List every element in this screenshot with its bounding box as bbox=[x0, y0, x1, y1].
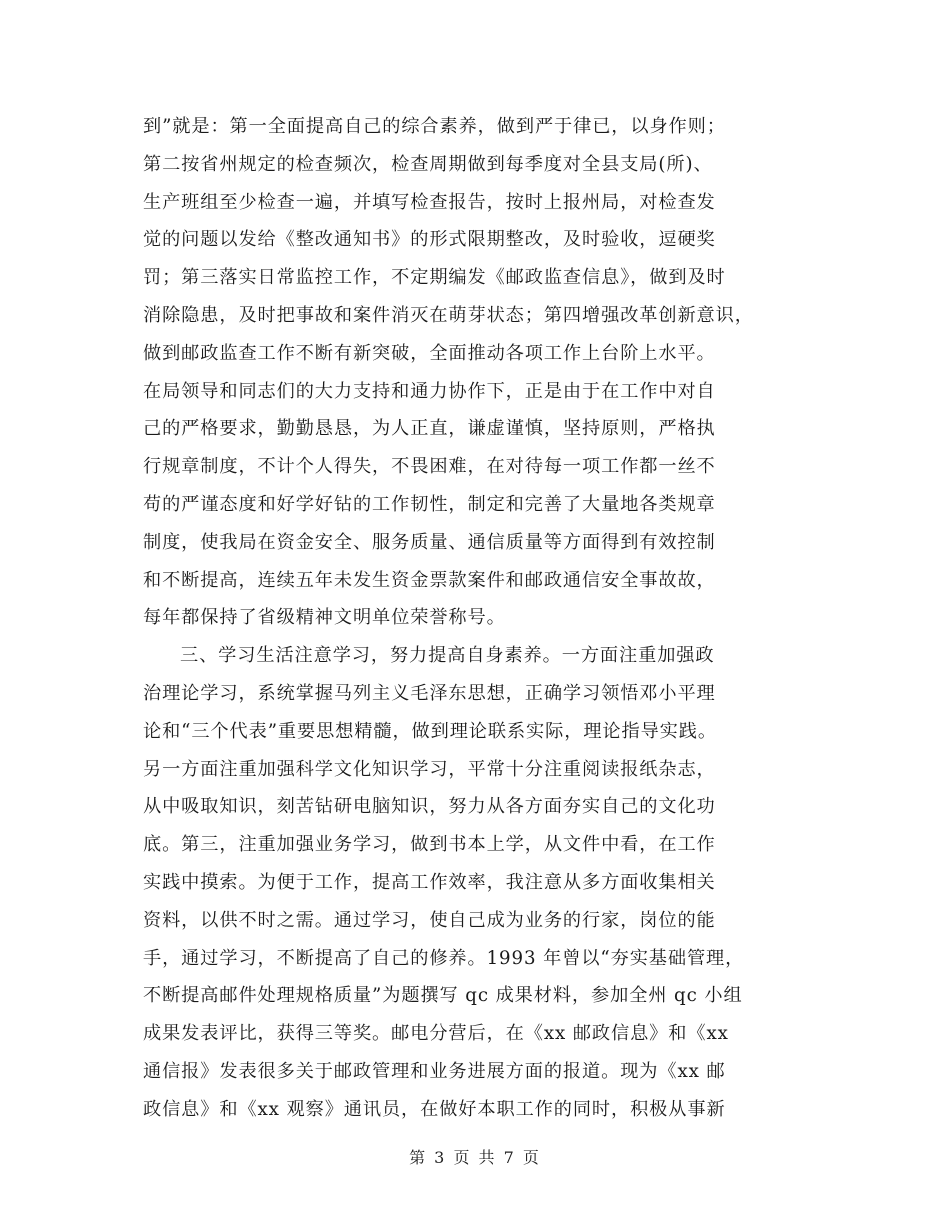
text-line: 罚；第三落实日常监控工作，不定期编发《邮政监查信息》，做到及时 bbox=[143, 267, 726, 289]
text-line: 底。第三，注重加强业务学习，做到书本上学，从文件中看，在工作 bbox=[143, 834, 716, 856]
text-line: 在局领导和同志们的大力支持和通力协作下，正是由于在工作中对自 bbox=[143, 380, 716, 402]
text-line: 治理论学习，系统掌握马列主义毛泽东思想，正确学习领悟邓小平理 bbox=[143, 682, 716, 704]
text-line: 另一方面注重加强科学文化知识学习，平常十分注重阅读报纸杂志， bbox=[143, 758, 716, 780]
text-line: 到”就是：第一全面提高自己的综合素养，做到严于律已，以身作则； bbox=[143, 116, 726, 137]
text-line: 制度，使我局在资金安全、服务质量、通信质量等方面得到有效控制 bbox=[143, 531, 716, 553]
text-line: 和不断提高，连续五年未发生资金票款案件和邮政通信安全事故故， bbox=[143, 569, 716, 591]
text-line: 从中吸取知识，刻苦钻研电脑知识，努力从各方面夯实自己的文化功 bbox=[143, 796, 716, 818]
text-line: 觉的问题以发给《整改通知书》的形式限期整改，及时验收，逗硬奖 bbox=[143, 229, 716, 251]
body-text bbox=[143, 108, 823, 1129]
text-line: 生产班组至少检查一遍，并填写检查报告，按时上报州局，对检查发 bbox=[143, 191, 716, 213]
text-line: 己的严格要求，勤勤恳恳，为人正直，谦虚谨慎，坚持原则，严格执 bbox=[143, 418, 716, 440]
text-line: 论和“三个代表”重要思想精髓，做到理论联系实际，理论指导实践。 bbox=[143, 720, 717, 742]
section-heading-line: 三、学习生活注意学习，努力提高自身素养。一方面注重加强政 bbox=[180, 645, 715, 667]
text-line: 资料，以供不时之需。通过学习，使自己成为业务的行家，岗位的能 bbox=[143, 909, 716, 931]
text-line: 实践中摸索。为便于工作，提高工作效率，我注意从多方面收集相关 bbox=[143, 871, 716, 893]
text-line: 成果发表评比，获得三等奖。邮电分营后，在《xx 邮政信息》和《xx bbox=[143, 1023, 729, 1045]
text-line: 做到邮政监查工作不断有新突破，全面推动各项工作上台阶上水平。 bbox=[143, 342, 716, 364]
text-line: 消除隐患，及时把事故和案件消灭在萌芽状态；第四增强改革创新意识， bbox=[143, 304, 754, 326]
text-line: 手，通过学习，不断提高了自己的修养。1993 年曾以“夯实基础管理， bbox=[143, 947, 745, 969]
text-line: 每年都保持了省级精神文明单位荣誉称号。 bbox=[143, 607, 506, 629]
text-line: 苟的严谨态度和好学好钻的工作韧性，制定和完善了大量地各类规章 bbox=[143, 493, 716, 515]
text-line: 通信报》发表很多关于邮政管理和业务进展方面的报道。现为《xx 邮 bbox=[143, 1060, 726, 1082]
text-line: 第二按省州规定的检查频次，检查周期做到每季度对全县支局(所)、 bbox=[143, 153, 713, 175]
text-line: 不断提高邮件处理规格质量”为题撰写 qc 成果材料，参加全州 qc 小组 bbox=[143, 985, 743, 1007]
text-line: 行规章制度，不计个人得失，不畏困难，在对待每一项工作都一丝不 bbox=[143, 456, 716, 478]
text-line: 政信息》和《xx 观察》通讯员，在做好本职工作的同时，积极从事新 bbox=[143, 1098, 726, 1120]
page-number-footer: 第 3 页 共 7 页 bbox=[409, 1148, 541, 1167]
